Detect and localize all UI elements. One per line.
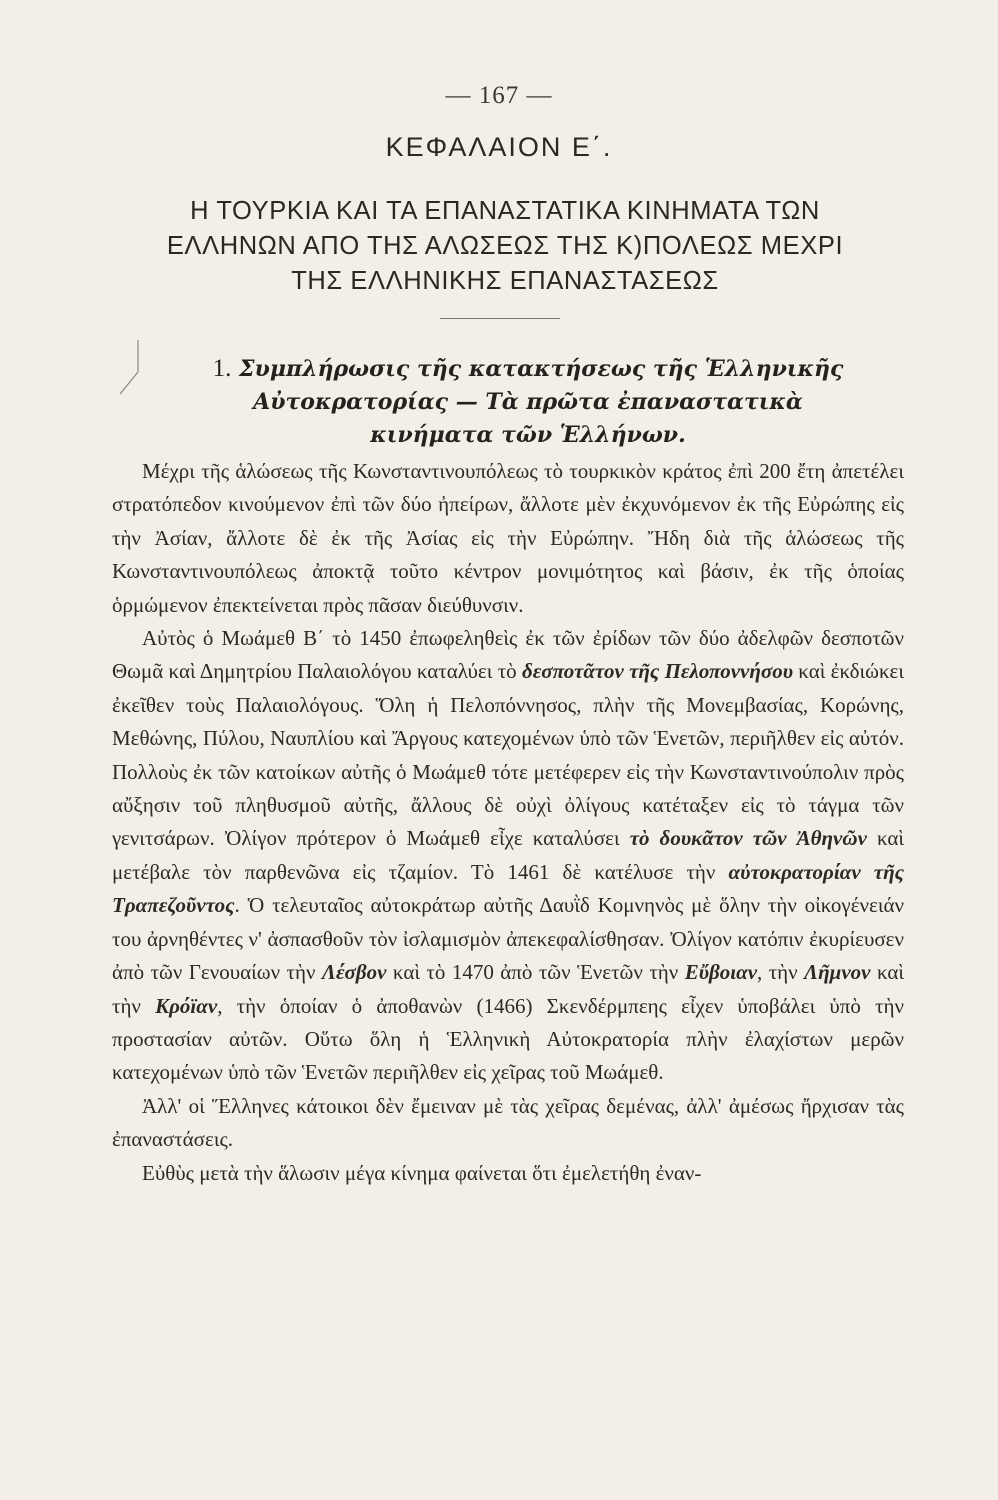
emphasis: δεσποτᾶτον τῆς Πελοποννήσου (521, 659, 793, 684)
chapter-title (110, 194, 900, 299)
chapter-heading: ΚΕΦΑΛΑΙΟΝ Ε΄. (385, 132, 613, 162)
chapter-title-line: Η ΤΟΥΡΚΙΑ ΚΑΙ ΤΑ ΕΠΑΝΑΣΤΑΤΙΚΑ ΚΙΝΗΜΑΤΑ ΤΩΝ (190, 197, 820, 225)
body-text (112, 455, 904, 1190)
paragraph: Εὐθὺς μετὰ τὴν ἅλωσιν μέγα κίνημα φαίνεται ὅτι ἐμελετήθη ἐναν- (142, 1160, 702, 1185)
section-title-line: κινήματα τῶν Ἑλλήνων. (370, 422, 686, 448)
section-heading (168, 352, 888, 452)
emphasis: Λῆμνον (804, 960, 871, 985)
emphasis: αὐτοκρατορίαν τῆς Τραπεζοῦντος (112, 859, 904, 918)
section-title-line: Αὐτοκρατορίας — Τὰ πρῶτα ἐπαναστατικὰ (253, 389, 803, 415)
emphasis: Εὔβοιαν (684, 960, 758, 985)
paragraph: Ἀλλ' οἱ Ἕλληνες κάτοικοι δὲν ἔμειναν μὲ τὰς χεῖρας δεμένας, ἀλλ' ἀμέσως ἤρχισαν τὰς ἐπαναστάσεις. (112, 1093, 904, 1152)
paragraph: Αὐτὸς ὁ Μωάμεθ Β΄ τὸ 1450 ἐπωφεληθεὶς ἐκ τῶν ἐρίδων τῶν δύο ἀδελφῶν δεσποτῶν Θωμᾶ καὶ Δημητρίου Παλαιολόγου καταλύει τὸ δεσποτᾶτον τῆς Πελοποννήσου καὶ ἐκδιώκει ἐκεῖθεν τοὺς Παλαιολόγους. Ὅλη ἡ Πελοπόννησος, πλὴν τῆς Μονεμβασίας, Κορώνης, Μεθώνης, Πύλου, Ναυπλίου καὶ Ἄργους κατεχομένων ὑπὸ τῶν Ἑνετῶν, περιῆλθεν εἰς αὐτόν. Πολλοὺς ἐκ τῶν κατοίκων αὐτῆς ὁ Μωάμεθ τότε μετέφερεν εἰς τὴν Κωνσταντινούπολιν πρὸς αὔξησιν τοῦ πληθυσμοῦ αὐτῆς, ἄλλους δὲ οὐχὶ ὀλίγους κατέταξεν εἰς τὸ τάγμα τῶν γενιτσάρων. Ὀλίγον πρότερον ὁ Μωάμεθ εἶχε καταλύσει τὸ δουκᾶτον τῶν Ἀθηνῶν καὶ μετέβαλε τὸν παρθενῶνα εἰς τζαμίον. Τὸ 1461 δὲ κατέλυσε τὴν αὐτοκρατορίαν τῆς Τραπεζοῦντος. Ὁ τελευταῖος αὐτοκράτωρ αὐτῆς Δαυῒδ Κομνηνὸς μὲ ὅλην τὴν οἰκογένειάν του ἀρνηθέντες ν' ἀσπασθοῦν τὸν ἰσλαμισμὸν ἀπεκεφαλίσθησαν. Ὀλίγον κατόπιν ἐκυρίευσεν ἀπὸ τῶν Γενουαίων τὴν Λέσβον καὶ τὸ 1470 ἀπὸ τῶν Ἑνετῶν τὴν Εὔβοιαν, τὴν Λῆμνον καὶ τὴν Κρόϊαν, τὴν ὁποίαν ὁ ἀποθανὼν (1466) Σκενδέρμπεης εἶχεν ὑποβάλει ὑπὸ τὴν προστασίαν αὐτῶν. Οὕτω ὅλη ἡ Ἑλληνικὴ Αὐτοκρατορία πλὴν ἐλαχίστων μερῶν κατεχομένων ὑπὸ τῶν Ἑνετῶν περιῆλθεν εἰς χεῖρας τοῦ Μωάμεθ. (112, 626, 904, 1085)
chapter-title-line: ΤΗΣ ΕΛΛΗΝΙΚΗΣ ΕΠΑΝΑΣΤΑΣΕΩΣ (291, 267, 719, 295)
page-number: — 167 — (445, 82, 553, 109)
emphasis: τὸ δουκᾶτον τῶν Ἀθηνῶν (629, 826, 867, 851)
emphasis: Κρόϊαν (155, 993, 218, 1018)
paragraph: Μέχρι τῆς ἁλώσεως τῆς Κωνσταντινουπόλεως τὸ τουρκικὸν κράτος ἐπὶ 200 ἔτη ἀπετέλει στρατόπεδον κινούμενον ἐπὶ τῶν δύο ἠπείρων, ἄλλοτε μὲν ἐκχυνόμενον ἐκ τῆς Εὐρώπης εἰς τὴν Ἀσίαν, ἄλλοτε δὲ ἐκ τῆς Ἀσίας εἰς τὴν Εὐρώπην. Ἤδη διὰ τῆς ἁλώσεως τῆς Κωνσταντινουπόλεως ἀποκτᾷ τοῦτο κέντρον μονιμότητος καὶ βάσιν, ἐκ τῆς ὁποίας ὁρμώμενον ἐπεκτείνεται πρὸς πᾶσαν διεύθυνσιν. (112, 459, 904, 617)
emphasis: Λέσβον (321, 960, 387, 985)
pencil-margin-mark (112, 338, 152, 398)
divider-rule (440, 318, 560, 319)
section-number: 1. (212, 355, 232, 382)
section-title-line: Συμπλήρωσις τῆς κατακτήσεως τῆς Ἑλληνικῆς (239, 356, 844, 382)
chapter-title-line: ΕΛΛΗΝΩΝ ΑΠΟ ΤΗΣ ΑΛΩΣΕΩΣ ΤΗΣ Κ)ΠΟΛΕΩΣ ΜΕΧΡΙ (166, 232, 844, 260)
